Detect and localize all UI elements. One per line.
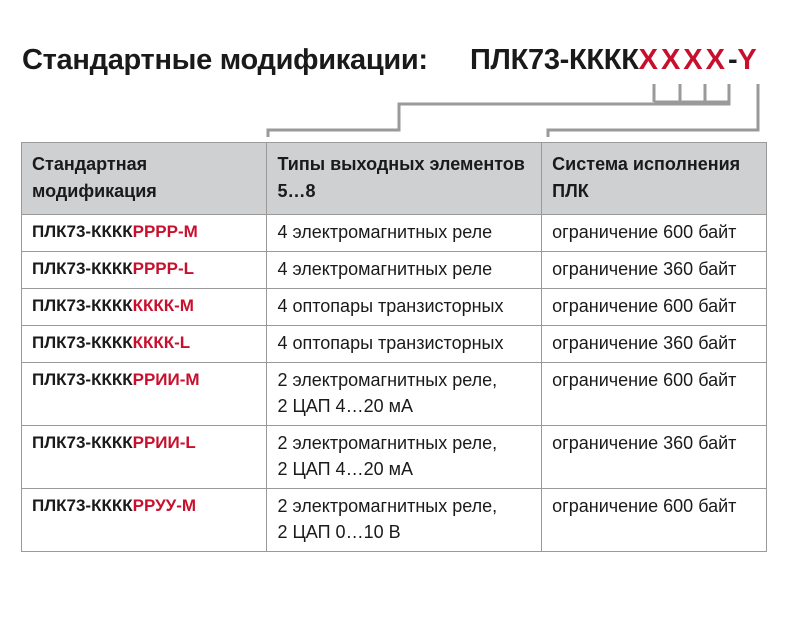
table-row	[22, 326, 767, 363]
table-header-row	[22, 143, 767, 215]
table-row	[22, 426, 767, 489]
page-title: Стандартные модификации:	[22, 44, 428, 76]
model-code-variable: XXXX	[638, 44, 728, 76]
row-code: ПЛК73-КККККККК-М	[22, 289, 267, 326]
row-code: ПЛК73-ККККРРРР-М	[22, 215, 267, 252]
table-row	[22, 363, 767, 426]
header-modification: Стандартная модификация	[22, 143, 267, 215]
row-outputs: 4 оптопары транзисторных	[267, 326, 542, 363]
row-code: ПЛК73-ККККРРРР-L	[22, 252, 267, 289]
row-code: ПЛК73-ККККРРУУ-М	[22, 489, 267, 552]
model-code-dash: -	[727, 44, 738, 76]
table-row	[22, 489, 767, 552]
table-row	[22, 215, 767, 252]
table-row	[22, 252, 767, 289]
header-plc-system: Система исполнения ПЛК	[542, 143, 767, 215]
row-system: ограничение 360 байт	[542, 252, 767, 289]
row-outputs: 2 электромагнитных реле, 2 ЦАП 0…10 В	[267, 489, 542, 552]
row-outputs: 4 электромагнитных реле	[267, 252, 542, 289]
row-code: ПЛК73-ККККРРИИ-М	[22, 363, 267, 426]
row-code: ПЛК73-КККККККК-L	[22, 326, 267, 363]
model-code-prefix: ПЛК73-КККК	[470, 44, 639, 76]
row-system: ограничение 360 байт	[542, 326, 767, 363]
modifications-table	[21, 142, 767, 552]
row-outputs: 4 оптопары транзисторных	[267, 289, 542, 326]
row-system: ограничение 360 байт	[542, 426, 767, 489]
row-system: ограничение 600 байт	[542, 289, 767, 326]
row-system: ограничение 600 байт	[542, 489, 767, 552]
row-outputs: 4 электромагнитных реле	[267, 215, 542, 252]
row-system: ограничение 600 байт	[542, 215, 767, 252]
bracket-stem-xxxx	[268, 102, 729, 137]
row-code: ПЛК73-ККККРРИИ-L	[22, 426, 267, 489]
row-outputs: 2 электромагнитных реле, 2 ЦАП 4…20 мА	[267, 426, 542, 489]
model-code-suffix: Y	[737, 44, 757, 76]
header-output-types: Типы выходных элементов 5…8	[267, 143, 542, 215]
table-row	[22, 289, 767, 326]
row-system: ограничение 600 байт	[542, 363, 767, 426]
row-outputs: 2 электромагнитных реле, 2 ЦАП 4…20 мА	[267, 363, 542, 426]
